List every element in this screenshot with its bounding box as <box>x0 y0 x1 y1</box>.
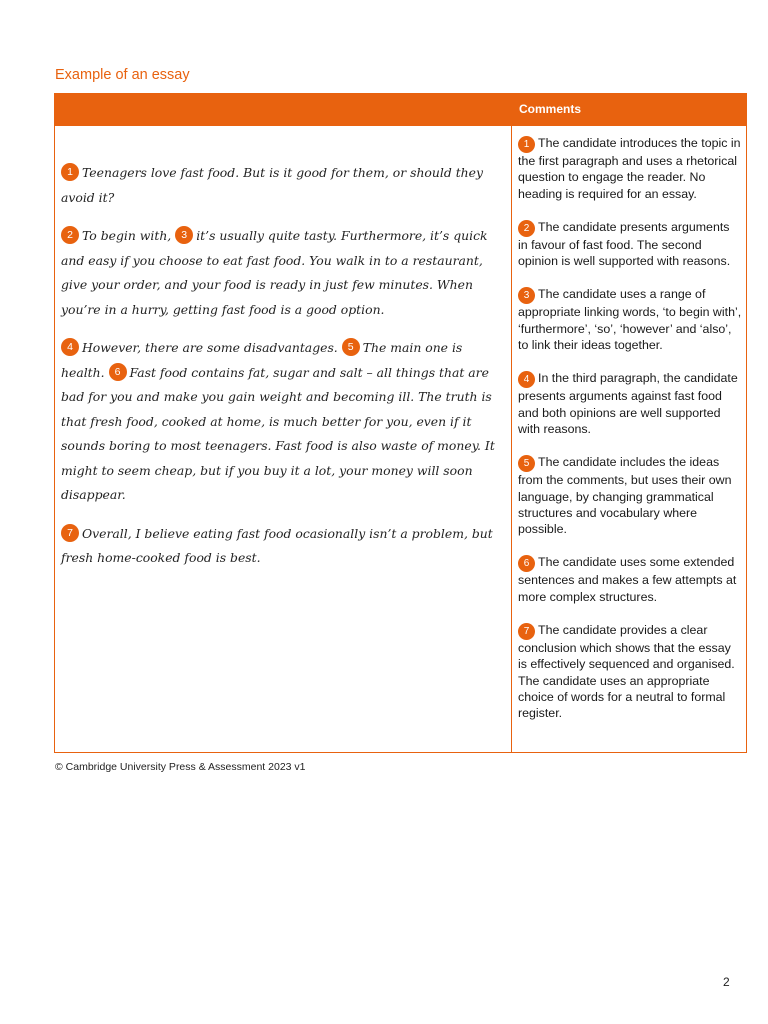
comment-item <box>518 454 742 537</box>
column-divider <box>511 126 512 753</box>
comment-item <box>518 554 742 605</box>
essay-paragraph <box>61 161 506 210</box>
annotation-number-badge: 4 <box>518 371 535 388</box>
essay-text: Fast food contains fat, sugar and salt – all things that are bad for you and make you gain weight and becoming ill. The truth is that fresh food, cooked at home, is much better for you, even if it sounds boring to most teenagers. Fast food is also waste of money. It might to seem cheap, but if you buy it a lot, your money will soon disappear. <box>61 364 495 502</box>
annotation-number-badge: 6 <box>109 363 127 381</box>
comments-column <box>518 135 742 739</box>
essay-paragraph <box>61 224 506 322</box>
essay-paragraph <box>61 522 506 571</box>
essay-column <box>61 161 506 585</box>
comment-text: In the third paragraph, the candidate presents arguments against fast food and both opinions are well supported with reasons. <box>518 371 738 436</box>
annotation-number-badge: 6 <box>518 555 535 572</box>
essay-text: it’s usually quite tasty. Furthermore, it’s quick and easy if you choose to eat fast food. You walk in to a restaurant, give your order, and your food is ready in just few minutes. When you’re in a hurry, getting fast food is a good option. <box>61 228 488 317</box>
comments-header: Comments <box>519 102 582 116</box>
annotation-number-badge: 3 <box>518 287 535 304</box>
essay-paragraph <box>61 336 506 508</box>
comment-text: The candidate presents arguments in favour of fast food. The second opinion is well supported with reasons. <box>518 219 731 269</box>
annotation-number-badge: 7 <box>518 623 535 640</box>
essay-table <box>54 93 747 753</box>
annotation-number-badge: 5 <box>518 455 535 472</box>
annotation-number-badge: 2 <box>61 226 79 244</box>
comment-text: The candidate uses some extended sentences and makes a few attempts at more complex structures. <box>518 555 737 604</box>
comment-item <box>518 370 742 437</box>
annotation-number-badge: 7 <box>61 524 79 542</box>
essay-text: However, there are some disadvantages. <box>82 340 342 355</box>
comment-item <box>518 135 742 202</box>
page-heading: Example of an essay <box>55 67 190 83</box>
comment-item <box>518 622 742 721</box>
annotation-number-badge: 4 <box>61 338 79 356</box>
annotation-number-badge: 2 <box>518 220 535 237</box>
annotation-number-badge: 1 <box>518 136 535 153</box>
copyright-footer: © Cambridge University Press & Assessment 2023 v1 <box>55 761 306 773</box>
page-number: 2 <box>723 975 730 989</box>
comment-text: The candidate introduces the topic in the first paragraph and uses a rhetorical question to engage the reader. No heading is required for an essay. <box>518 136 741 201</box>
comment-item <box>518 286 742 353</box>
comment-text: The candidate provides a clear conclusion which shows that the essay is effectively sequenced and organised. The candidate uses an appropriate choice of words for a neutral to formal register. <box>518 623 735 721</box>
essay-text: Overall, I believe eating fast food ocasionally isn’t a problem, but fresh home-cooked food is best. <box>61 525 493 565</box>
comment-item <box>518 219 742 270</box>
essay-text: Teenagers love fast food. But is it good for them, or should they avoid it? <box>61 165 483 205</box>
annotation-number-badge: 5 <box>342 338 360 356</box>
annotation-number-badge: 1 <box>61 163 79 181</box>
annotation-number-badge: 3 <box>175 226 193 244</box>
comment-text: The candidate includes the ideas from the comments, but uses their own language, by changing grammatical structures and vocabulary where possible. <box>518 455 732 537</box>
essay-text: The main one is health. <box>61 340 463 380</box>
table-header <box>55 94 746 126</box>
essay-text: To begin with, <box>82 228 176 243</box>
comment-text: The candidate uses a range of appropriate linking words, ‘to begin with’, ‘furthermore’, ‘so’, ‘however’ and ‘also’, to link their ideas together. <box>518 287 742 353</box>
